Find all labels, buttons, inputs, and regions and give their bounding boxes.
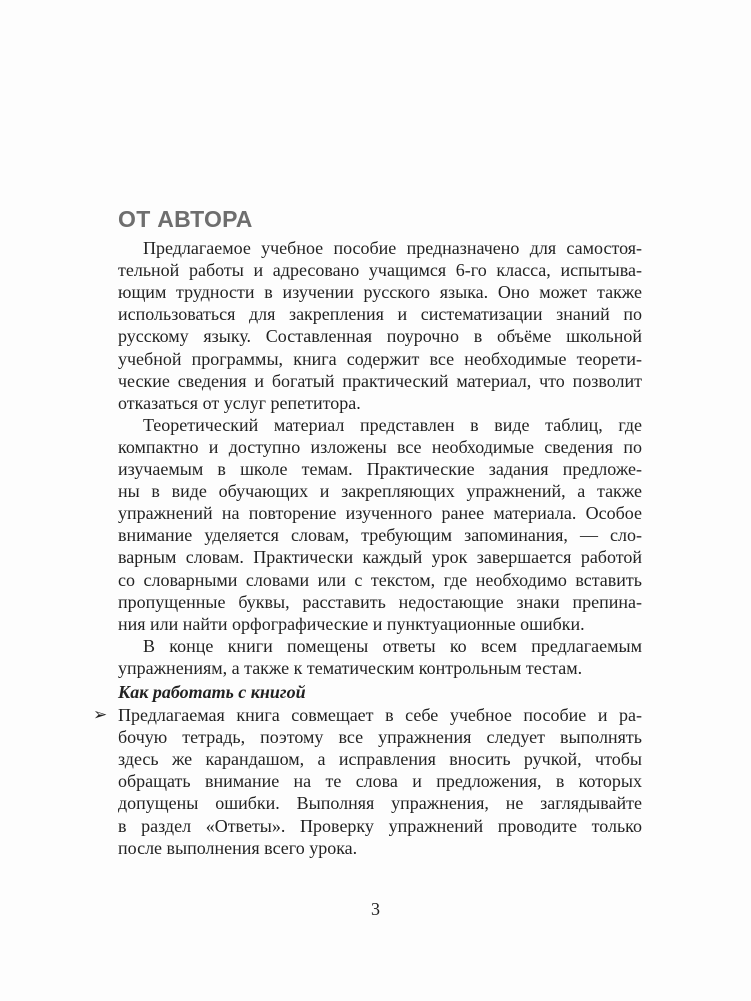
text-line: пропущенные буквы, расставить недостающие знаки препина- <box>118 591 642 612</box>
text-line: бочую тетрадь, поэтому все упражнения следует выполнять <box>118 727 642 748</box>
text-line: после выполнения всего урока. <box>118 837 358 858</box>
subheading: Как работать с книгой <box>118 682 306 702</box>
text-line: компактно и доступно изложены все необходимые сведения по <box>118 436 642 457</box>
text-line: русскому языку. Составленная поурочно в объёме школьной <box>118 326 642 347</box>
text-line: ны в виде обучающих и закрепляющих упражнений, а также <box>118 481 642 502</box>
text-line: В конце книги помещены ответы ко всем предлагаемым <box>143 635 642 656</box>
text-line: здесь же карандашом, а исправления вносить ручкой, чтобы <box>118 749 642 770</box>
text-line: Предлагаемое учебное пособие предназначено для самостоя- <box>143 238 642 258</box>
text-line: упражнений на повторение изученного ранее материала. Особое <box>118 503 642 524</box>
text-line: Теоретический материал представлен в виде таблиц, где <box>143 414 642 435</box>
text-line: внимание уделяется словам, требующим запоминания, — сло- <box>118 525 642 546</box>
text-line: упражнениям, а также к тематическим контрольным тестам. <box>118 657 583 678</box>
text-line: учебной программы, книга содержит все необходимые теорети- <box>118 348 642 369</box>
text-line: Предлагаемая книга совмещает в себе учебное пособие и ра- <box>118 705 642 725</box>
text-line: допущены ошибки. Выполняя упражнения, не заглядывайте <box>118 793 642 814</box>
text-line: обращать внимание на те слова и предложения, в которых <box>118 771 642 792</box>
text-line: отказаться от услуг репетитора. <box>118 392 361 413</box>
arrow-bullet-icon: ➢ <box>93 705 108 725</box>
text-line: в раздел «Ответы». Проверку упражнений проводите только <box>118 815 642 836</box>
text-line: ния или найти орфографические и пунктуационные ошибки. <box>118 613 585 634</box>
text-line: использоваться для закрепления и систематизации знаний по <box>118 304 642 325</box>
text-line: ческие сведения и богатый практический материал, что позволит <box>118 370 642 391</box>
text-line: тельной работы и адресовано учащимся 6-го класса, испытыва- <box>118 260 642 281</box>
text-line: со словарными словами или с текстом, где необходимо вставить <box>118 569 642 590</box>
text-line: ющим трудности в изучении русского языка. Оно может также <box>118 282 642 303</box>
text-line: изучаемым в школе темам. Практические задания предложе- <box>118 459 642 479</box>
page-number: 3 <box>371 899 380 919</box>
page-heading: ОТ АВТОРА <box>118 206 253 232</box>
text-line: варным словам. Практически каждый урок завершается работой <box>118 547 642 568</box>
